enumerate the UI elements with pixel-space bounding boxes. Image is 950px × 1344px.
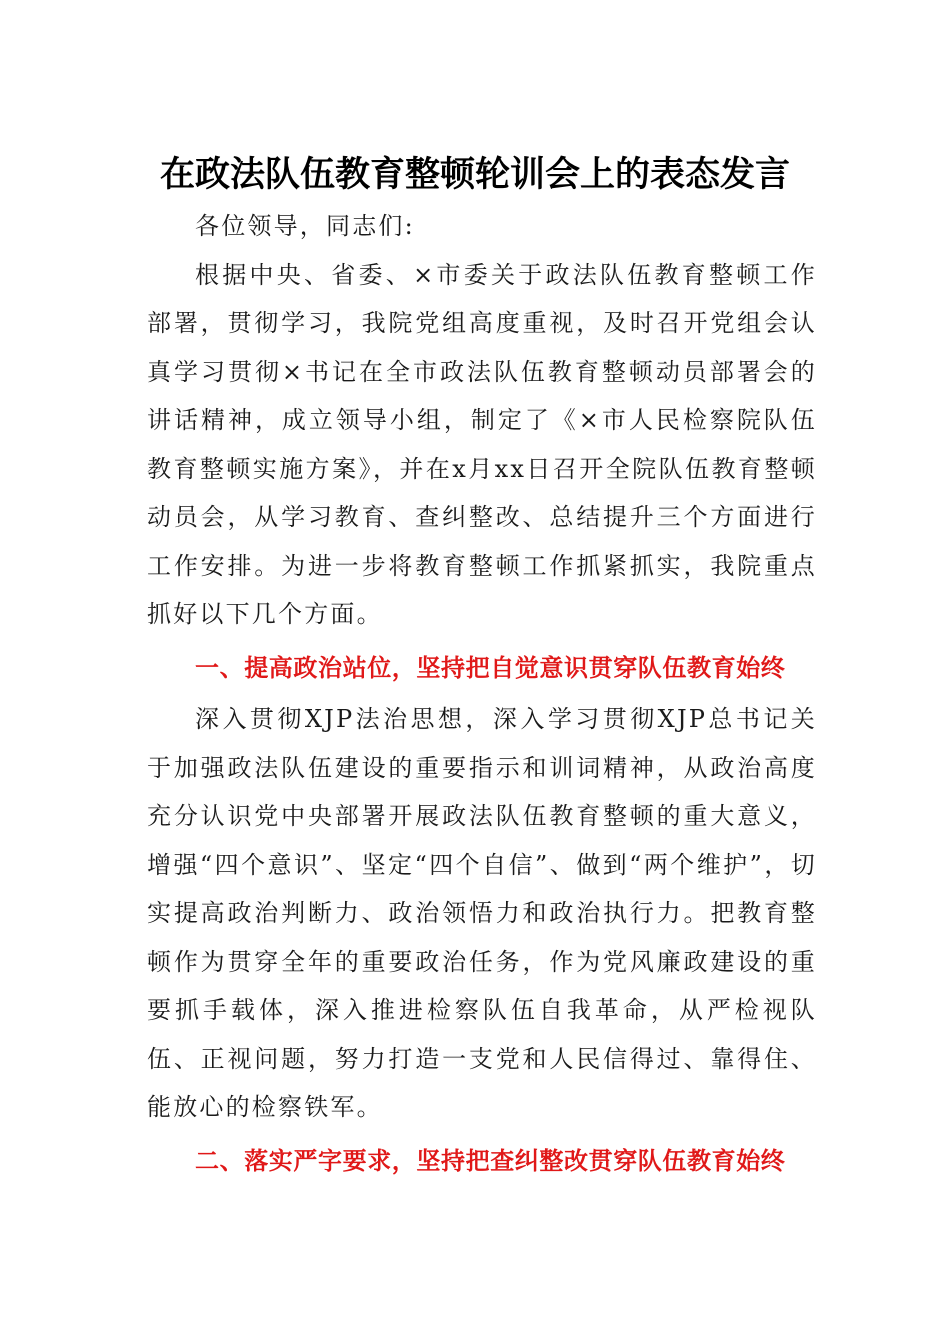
section-heading-1: 一、提高政治站位，坚持把自觉意识贯穿队伍教育始终 — [195, 653, 786, 682]
document-body — [147, 202, 817, 1188]
intro-paragraph: 根据中央、省委、×市委关于政法队伍教育整顿工作部署，贯彻学习，我院党组高度重视，及时召开党组会认真学习贯彻×书记在全市政法队伍教育整顿动员部署会的讲话精神，成立领导小组，制定了《×市人民检察院队伍教育整顿实施方案》，并在x月xx日召开全院队伍教育整顿动员会，从学习教育、查纠整改、总结提升三个方面进行工作安排。为进一步将教育整顿工作抓紧抓实，我院重点抓好以下几个方面。 — [147, 260, 817, 628]
salutation: 各位领导，同志们: — [195, 212, 415, 240]
section-body-1: 深入贯彻XJP法治思想，深入学习贯彻XJP总书记关于加强政法队伍建设的重要指示和训词精神，从政治高度充分认识党中央部署开展政法队伍教育整顿的重大意义，增强“四个意识”、坚定“四个自信”、做到“两个维护”，切实提高政治判断力、政治领悟力和政治执行力。把教育整顿作为贯穿全年的重要政治任务，作为党风廉政建设的重要抓手载体，深入推进检察队伍自我革命，从严检视队伍、正视问题，努力打造一支党和人民信得过、靠得住、能放心的检察铁军。 — [147, 705, 817, 1121]
section-heading-2: 二、落实严字要求，坚持把查纠整改贯穿队伍教育始终 — [195, 1146, 786, 1175]
document-title: 在政法队伍教育整顿轮训会上的表态发言 — [159, 154, 790, 195]
